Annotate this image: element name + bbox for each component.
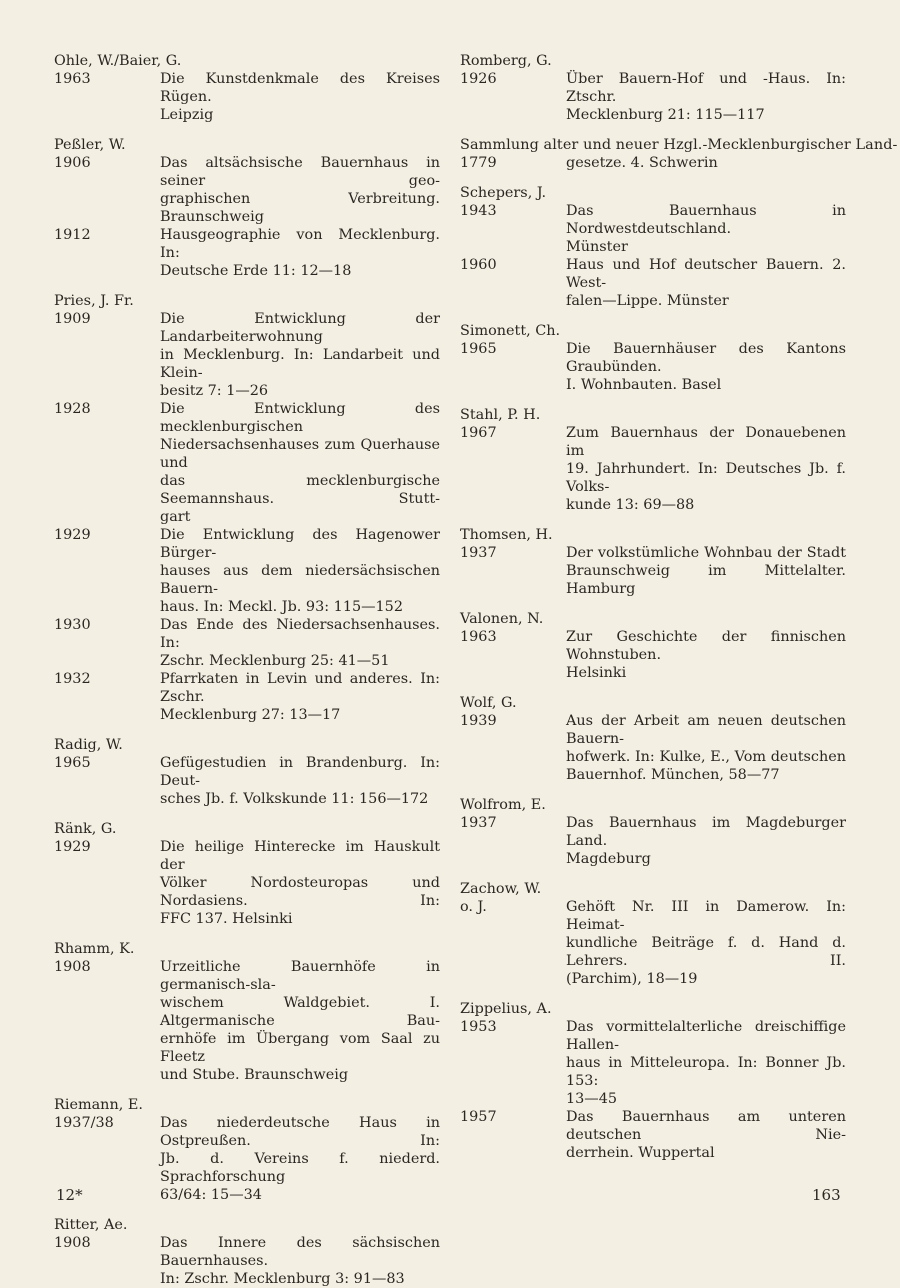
work-row (54, 154, 440, 226)
author-name: Radig, W. (54, 737, 123, 753)
title-line: Das Bauernhaus im Magdeburger Land. (566, 815, 846, 849)
title-line: und Stube. Braunschweig (160, 1067, 349, 1083)
title-line: Mecklenburg 27: 13—17 (160, 707, 341, 723)
title-line: Das Innere des sächsischen Bauernhauses. (160, 1235, 440, 1269)
title-line: Die Entwicklung des Hagenower Bürger- (160, 527, 440, 561)
title-line: haus in Mitteleuropa. In: Bonner Jb. 153: (566, 1055, 846, 1089)
work-title (566, 424, 846, 514)
title-line: hauses aus dem niedersächsischen Bauern- (160, 563, 440, 597)
signature-mark: 12* (56, 1186, 83, 1204)
title-line: Gefügestudien in Brandenburg. In: Deut- (160, 755, 440, 789)
title-line: Die Entwicklung des mecklenburgischen (160, 401, 440, 435)
title-line: Leipzig (160, 107, 214, 123)
title-line: gesetze. 4. Schwerin (566, 155, 718, 171)
work-title (566, 256, 846, 310)
work-title (160, 70, 440, 124)
title-line: Urzeitliche Bauernhöfe in germanisch-sla- (160, 959, 440, 993)
work-row (460, 1108, 846, 1162)
author-name: Rhamm, K. (54, 941, 135, 957)
title-line: 13—45 (566, 1091, 618, 1107)
title-line: sches Jb. f. Volkskunde 11: 156—172 (160, 791, 429, 807)
title-line: besitz 7: 1—26 (160, 383, 269, 399)
publication-year: 1926 (460, 71, 497, 87)
bibliography-entry (460, 322, 846, 394)
publication-year: 1967 (460, 425, 497, 441)
publication-year: 1928 (54, 401, 91, 417)
bibliography-entry (54, 1216, 440, 1288)
title-line: FFC 137. Helsinki (160, 911, 293, 927)
publication-year: 1909 (54, 311, 91, 327)
work-row (460, 544, 846, 598)
title-line: Niedersachsenhauses zum Querhause und (160, 437, 440, 471)
work-row (460, 424, 846, 514)
publication-year: 1779 (460, 155, 497, 171)
author-name: Wolfrom, E. (460, 797, 546, 813)
title-line: Hausgeographie von Mecklenburg. In: (160, 227, 440, 261)
work-title (160, 400, 440, 526)
work-title (160, 958, 440, 1084)
bibliography-entry (54, 736, 440, 808)
work-title (566, 202, 846, 256)
title-line: falen—Lippe. Münster (566, 293, 729, 309)
work-row (54, 838, 440, 928)
work-title (160, 754, 440, 808)
work-row (54, 958, 440, 1084)
title-line: Bauernhof. München, 58—77 (566, 767, 780, 783)
author-name: Zippelius, A. (460, 1001, 552, 1017)
title-line: Das altsächsische Bauernhaus in seiner geo- (160, 155, 440, 189)
work-row (460, 898, 846, 988)
title-line: Jb. d. Vereins f. niederd. Sprachforschung (160, 1151, 440, 1185)
title-line: Pfarrkaten in Levin und anderes. In: Zschr. (160, 671, 440, 705)
title-line: graphischen Verbreitung. Braunschweig (160, 191, 440, 225)
publication-year: 1965 (460, 341, 497, 357)
author-name: Wolf, G. (460, 695, 517, 711)
work-title (566, 154, 846, 172)
publication-year: 1963 (460, 629, 497, 645)
title-line: Münster (566, 239, 628, 255)
bibliography-entry (460, 184, 846, 310)
author-name: Romberg, G. (460, 53, 552, 69)
bibliography-entry (460, 136, 898, 172)
title-line: haus. In: Meckl. Jb. 93: 115—152 (160, 599, 403, 615)
publication-year: 1906 (54, 155, 91, 171)
title-line: derrhein. Wuppertal (566, 1145, 715, 1161)
title-first-line: Sammlung alter und neuer Hzgl.-Mecklenburgischer Land- (460, 137, 898, 153)
title-line: Das Bauernhaus in Nordwestdeutschland. (566, 203, 846, 237)
title-line: Das vormittelalterliche dreischiffige Hallen- (566, 1019, 846, 1053)
author-name: Valonen, N. (460, 611, 544, 627)
publication-year: 1937 (460, 545, 497, 561)
title-line: Das Ende des Niedersachsenhauses. In: (160, 617, 440, 651)
bibliography-entry (54, 292, 440, 724)
work-row (54, 754, 440, 808)
title-line: kundliche Beiträge f. d. Hand d. Lehrers. II. (566, 935, 846, 969)
publication-year: 1908 (54, 1235, 91, 1251)
work-title (566, 628, 846, 682)
work-row (54, 616, 440, 670)
title-line: In: Zschr. Mecklenburg 3: 91—83 (160, 1271, 405, 1287)
publication-year: 1930 (54, 617, 91, 633)
work-title (160, 838, 440, 928)
author-name: Stahl, P. H. (460, 407, 541, 423)
bibliography-entry (460, 52, 846, 124)
publication-year: 1929 (54, 839, 91, 855)
title-line: Haus und Hof deutscher Bauern. 2. West- (566, 257, 846, 291)
title-line: 63/64: 15—34 (160, 1187, 262, 1203)
bibliography-entry (460, 880, 846, 988)
publication-year: o. J. (460, 899, 487, 915)
work-row (54, 226, 440, 280)
title-line: Helsinki (566, 665, 627, 681)
title-line: Zur Geschichte der finnischen Wohnstuben. (566, 629, 846, 663)
title-line: 19. Jahrhundert. In: Deutsches Jb. f. Volks- (566, 461, 846, 495)
bibliography-entry (460, 610, 846, 682)
author-name: Ohle, W./Baier, G. (54, 53, 182, 69)
title-line: Über Bauern-Hof und -Haus. In: Ztschr. (566, 71, 846, 105)
work-title (566, 340, 846, 394)
bibliography-entry (54, 136, 440, 280)
title-line: das mecklenburgische Seemannshaus. Stutt- (160, 473, 440, 507)
work-title (566, 544, 846, 598)
publication-year: 1908 (54, 959, 91, 975)
work-row (460, 154, 846, 172)
title-line: I. Wohnbauten. Basel (566, 377, 722, 393)
work-title (160, 526, 440, 616)
work-title (566, 712, 846, 784)
publication-year: 1937/38 (54, 1115, 114, 1131)
publication-year: 1960 (460, 257, 497, 273)
title-line: Gehöft Nr. III in Damerow. In: Heimat- (566, 899, 846, 933)
title-line: Braunschweig im Mittelalter. Hamburg (566, 563, 846, 597)
bibliography-entry (460, 406, 846, 514)
title-line: Aus der Arbeit am neuen deutschen Bauern- (566, 713, 846, 747)
title-line: Völker Nordosteuropas und Nordasiens. In: (160, 875, 440, 909)
bibliography-entry (54, 940, 440, 1084)
bibliography-entry (460, 694, 846, 784)
publication-year: 1943 (460, 203, 497, 219)
work-row (460, 256, 846, 310)
bibliography-entry (460, 796, 846, 868)
title-line: Das niederdeutsche Haus in Ostpreußen. In: (160, 1115, 440, 1149)
work-title (160, 226, 440, 280)
title-line: Das Bauernhaus am unteren deutschen Nie- (566, 1109, 846, 1143)
work-row (460, 70, 846, 124)
publication-year: 1965 (54, 755, 91, 771)
title-line: gart (160, 509, 191, 525)
publication-year: 1929 (54, 527, 91, 543)
publication-year: 1963 (54, 71, 91, 87)
page-number: 163 (812, 1186, 841, 1204)
author-name: Ritter, Ae. (54, 1217, 128, 1233)
title-line: ernhöfe im Übergang vom Saal zu Fleetz (160, 1031, 440, 1065)
bibliography-entry (54, 1096, 440, 1204)
author-name: Thomsen, H. (460, 527, 553, 543)
title-line: Der volkstümliche Wohnbau der Stadt (566, 545, 846, 561)
bibliography-entry (460, 526, 846, 598)
publication-year: 1932 (54, 671, 91, 687)
title-line: hofwerk. In: Kulke, E., Vom deutschen (566, 749, 846, 765)
publication-year: 1939 (460, 713, 497, 729)
work-row (460, 340, 846, 394)
work-title (160, 616, 440, 670)
title-line: Die Bauernhäuser des Kantons Graubünden. (566, 341, 846, 375)
work-title (566, 898, 846, 988)
work-title (566, 1018, 846, 1108)
author-name: Pries, J. Fr. (54, 293, 134, 309)
publication-year: 1953 (460, 1019, 497, 1035)
publication-year: 1912 (54, 227, 91, 243)
title-line: in Mecklenburg. In: Landarbeit und Klein- (160, 347, 440, 381)
title-line: Zum Bauernhaus der Donauebenen im (566, 425, 846, 459)
title-line: Zschr. Mecklenburg 25: 41—51 (160, 653, 390, 669)
title-line: (Parchim), 18—19 (566, 971, 698, 987)
work-title (566, 1108, 846, 1162)
work-row (54, 400, 440, 526)
title-line: wischem Waldgebiet. I. Altgermanische Bau- (160, 995, 440, 1029)
title-line: Die heilige Hinterecke im Hauskult der (160, 839, 440, 873)
title-line: Mecklenburg 21: 115—117 (566, 107, 765, 123)
title-line: Die Entwicklung der Landarbeiterwohnung (160, 311, 440, 345)
title-line: kunde 13: 69—88 (566, 497, 695, 513)
publication-year: 1957 (460, 1109, 497, 1125)
title-line: Die Kunstdenkmale des Kreises Rügen. (160, 71, 440, 105)
publication-year: 1937 (460, 815, 497, 831)
work-row (460, 712, 846, 784)
work-title (566, 70, 846, 124)
author-name: Ränk, G. (54, 821, 117, 837)
bibliography-entry (54, 52, 440, 124)
author-name: Schepers, J. (460, 185, 547, 201)
work-row (460, 1018, 846, 1108)
work-title (160, 310, 440, 400)
work-row (54, 1114, 440, 1204)
work-title (566, 814, 846, 868)
work-title (160, 1234, 440, 1288)
work-row (54, 1234, 440, 1288)
work-row (54, 526, 440, 616)
work-row (460, 628, 846, 682)
work-row (54, 670, 440, 724)
author-name: Zachow, W. (460, 881, 542, 897)
work-row (54, 70, 440, 124)
title-line: Deutsche Erde 11: 12—18 (160, 263, 352, 279)
bibliography-column-right (460, 52, 898, 1162)
work-title (160, 1114, 440, 1204)
title-line: Magdeburg (566, 851, 651, 867)
bibliography-entry (460, 1000, 846, 1162)
work-title (160, 670, 440, 724)
work-row (460, 202, 846, 256)
work-row (54, 310, 440, 400)
author-name: Peßler, W. (54, 137, 126, 153)
work-row (460, 814, 846, 868)
author-name: Riemann, E. (54, 1097, 143, 1113)
work-title (160, 154, 440, 226)
bibliography-entry (54, 820, 440, 928)
author-name: Simonett, Ch. (460, 323, 561, 339)
bibliography-column-left (54, 52, 440, 1288)
